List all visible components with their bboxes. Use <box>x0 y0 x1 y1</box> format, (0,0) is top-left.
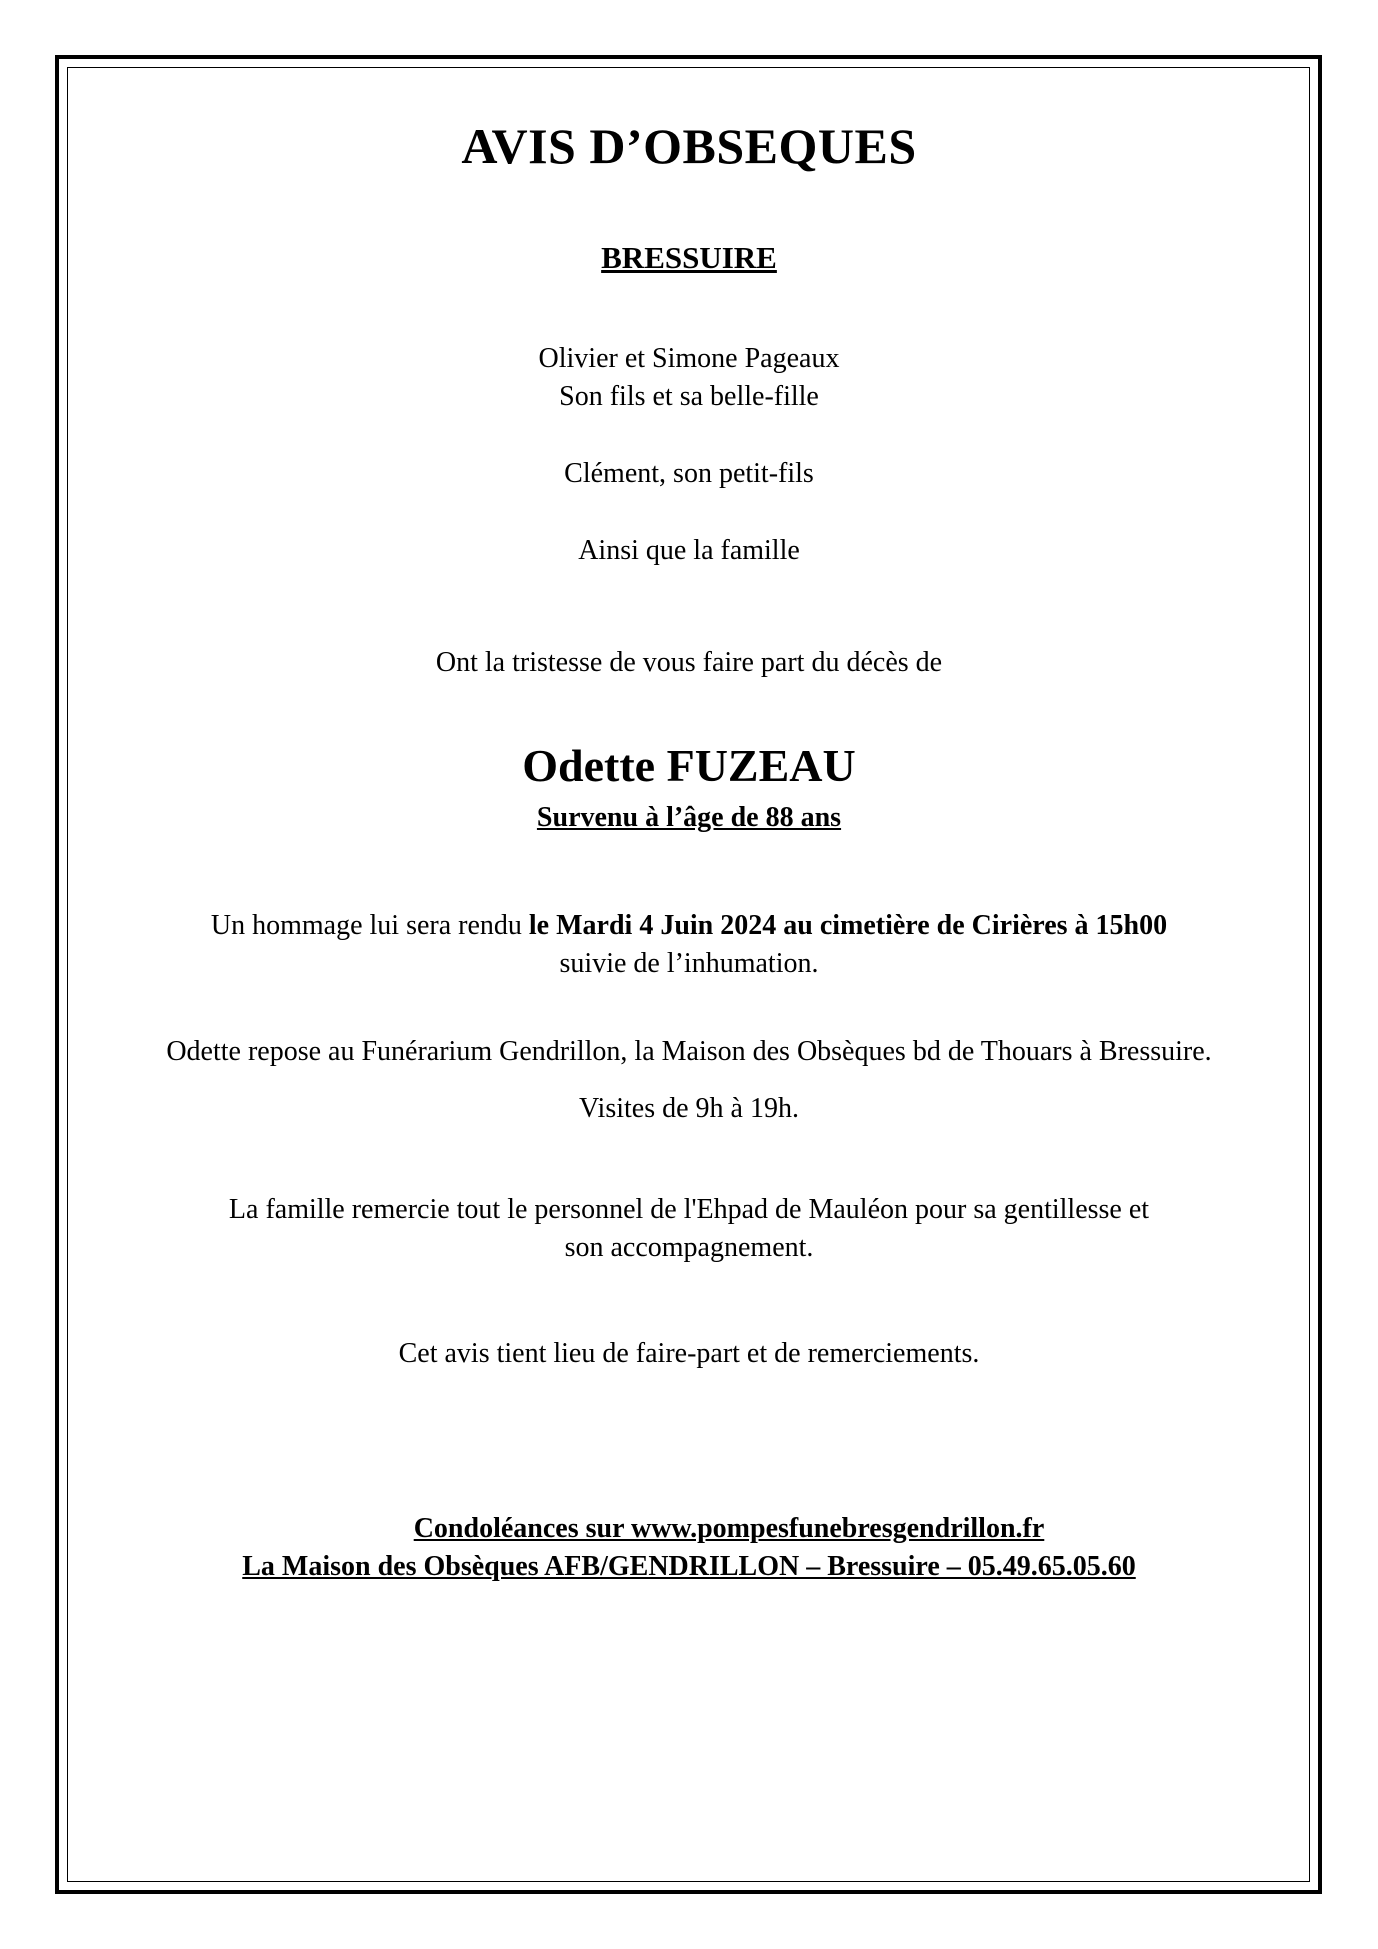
ceremony-details: le Mardi 4 Juin 2024 au cimetière de Cirières à 15h00 <box>528 910 1168 941</box>
notice-title: AVIS D’OBSEQUES <box>461 118 917 174</box>
family-line-3: Clément, son petit-fils <box>564 458 814 489</box>
deceased-age: Survenu à l’âge de 88 ans <box>536 802 842 833</box>
funeral-home-contact: La Maison des Obsèques AFB/GENDRILLON – Bressuire – 05.49.65.05.60 <box>242 1551 1136 1582</box>
city-heading: BRESSUIRE <box>601 240 777 275</box>
family-line-4: Ainsi que la famille <box>578 535 800 566</box>
family-line-1: Olivier et Simone Pageaux <box>538 343 840 374</box>
announcement-text: Ont la tristesse de vous faire part du décès de <box>435 647 943 678</box>
ceremony-followup: suivie de l’inhumation. <box>559 948 819 979</box>
ceremony-line <box>0 910 1378 942</box>
thanks-line-2: son accompagnement. <box>564 1232 814 1263</box>
ceremony-intro: Un hommage lui sera rendu <box>210 910 529 941</box>
closing-text: Cet avis tient lieu de faire-part et de remerciements. <box>398 1338 980 1369</box>
rest-location: Odette repose au Funérarium Gendrillon, la Maison des Obsèques bd de Thouars à Bressuire. <box>166 1036 1212 1067</box>
visiting-hours: Visites de 9h à 19h. <box>579 1093 799 1124</box>
condolences-link[interactable]: Condoléances sur www.pompesfunebresgendrillon.fr <box>413 1513 1045 1544</box>
family-line-2: Son fils et sa belle-fille <box>559 381 819 412</box>
deceased-name: Odette FUZEAU <box>522 740 856 791</box>
thanks-line-1: La famille remercie tout le personnel de l'Ehpad de Mauléon pour sa gentillesse et <box>228 1194 1150 1225</box>
